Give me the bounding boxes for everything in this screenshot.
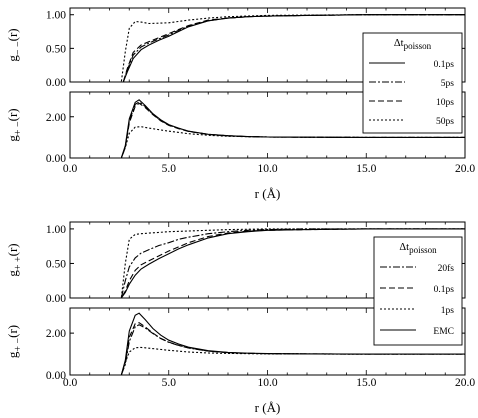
legend-title: Δtpoisson xyxy=(399,242,437,255)
y-tick-label: 2.00 xyxy=(45,328,66,341)
x-tick-label: 15.0 xyxy=(356,377,377,389)
x-tick-label: 20.0 xyxy=(454,377,476,389)
panel-bottom xyxy=(5,222,475,415)
y-tick-label: 0.50 xyxy=(45,43,66,56)
y-tick-label: 0.00 xyxy=(45,153,66,165)
y-tick-label: 1.00 xyxy=(45,9,66,22)
legend-top xyxy=(363,33,462,133)
y-axis-label: $g_{+ +}(r)$ xyxy=(5,243,24,277)
x-axis-label: r (Å) xyxy=(254,400,281,415)
y-axis-label: $g_{+ -}(r)$ xyxy=(5,108,24,142)
x-tick-label: 0.0 xyxy=(62,163,78,175)
legend-bottom xyxy=(374,237,462,345)
y-tick-label: 1.00 xyxy=(45,223,66,236)
legend-label-10ps: 10ps xyxy=(436,98,454,108)
x-axis-label: r (Å) xyxy=(254,186,281,201)
y-tick-label: 0.00 xyxy=(45,77,66,89)
panel-top xyxy=(5,8,475,201)
x-tick-label: 20.0 xyxy=(454,163,476,175)
legend-label-50ps: 50ps xyxy=(436,117,454,127)
x-tick-label: 10.0 xyxy=(257,163,278,175)
y-tick-label: 0.00 xyxy=(45,370,66,382)
legend-label-1ps: 1ps xyxy=(440,306,454,316)
x-tick-label: 5.0 xyxy=(161,377,176,389)
x-tick-label: 15.0 xyxy=(356,163,377,175)
legend-label-5ps: 5ps xyxy=(440,79,454,89)
y-axis-label: $g_{+ -}(r)$ xyxy=(5,324,24,359)
x-tick-label: 10.0 xyxy=(257,377,278,389)
legend-label-0.1ps: 0.1ps xyxy=(433,285,454,295)
x-tick-label: 5.0 xyxy=(161,163,176,175)
legend-title: Δtpoisson xyxy=(393,38,432,51)
legend-label-0.1ps: 0.1ps xyxy=(433,60,454,70)
legend-label-EMC: EMC xyxy=(433,327,454,337)
y-tick-label: 0.50 xyxy=(45,258,66,271)
y-tick-label: 0.00 xyxy=(45,293,66,305)
x-tick-label: 0.0 xyxy=(62,377,78,389)
y-axis-label: $g_{- -}(r)$ xyxy=(5,28,24,62)
legend-label-20fs: 20fs xyxy=(437,264,454,274)
y-tick-label: 2.00 xyxy=(45,111,66,124)
